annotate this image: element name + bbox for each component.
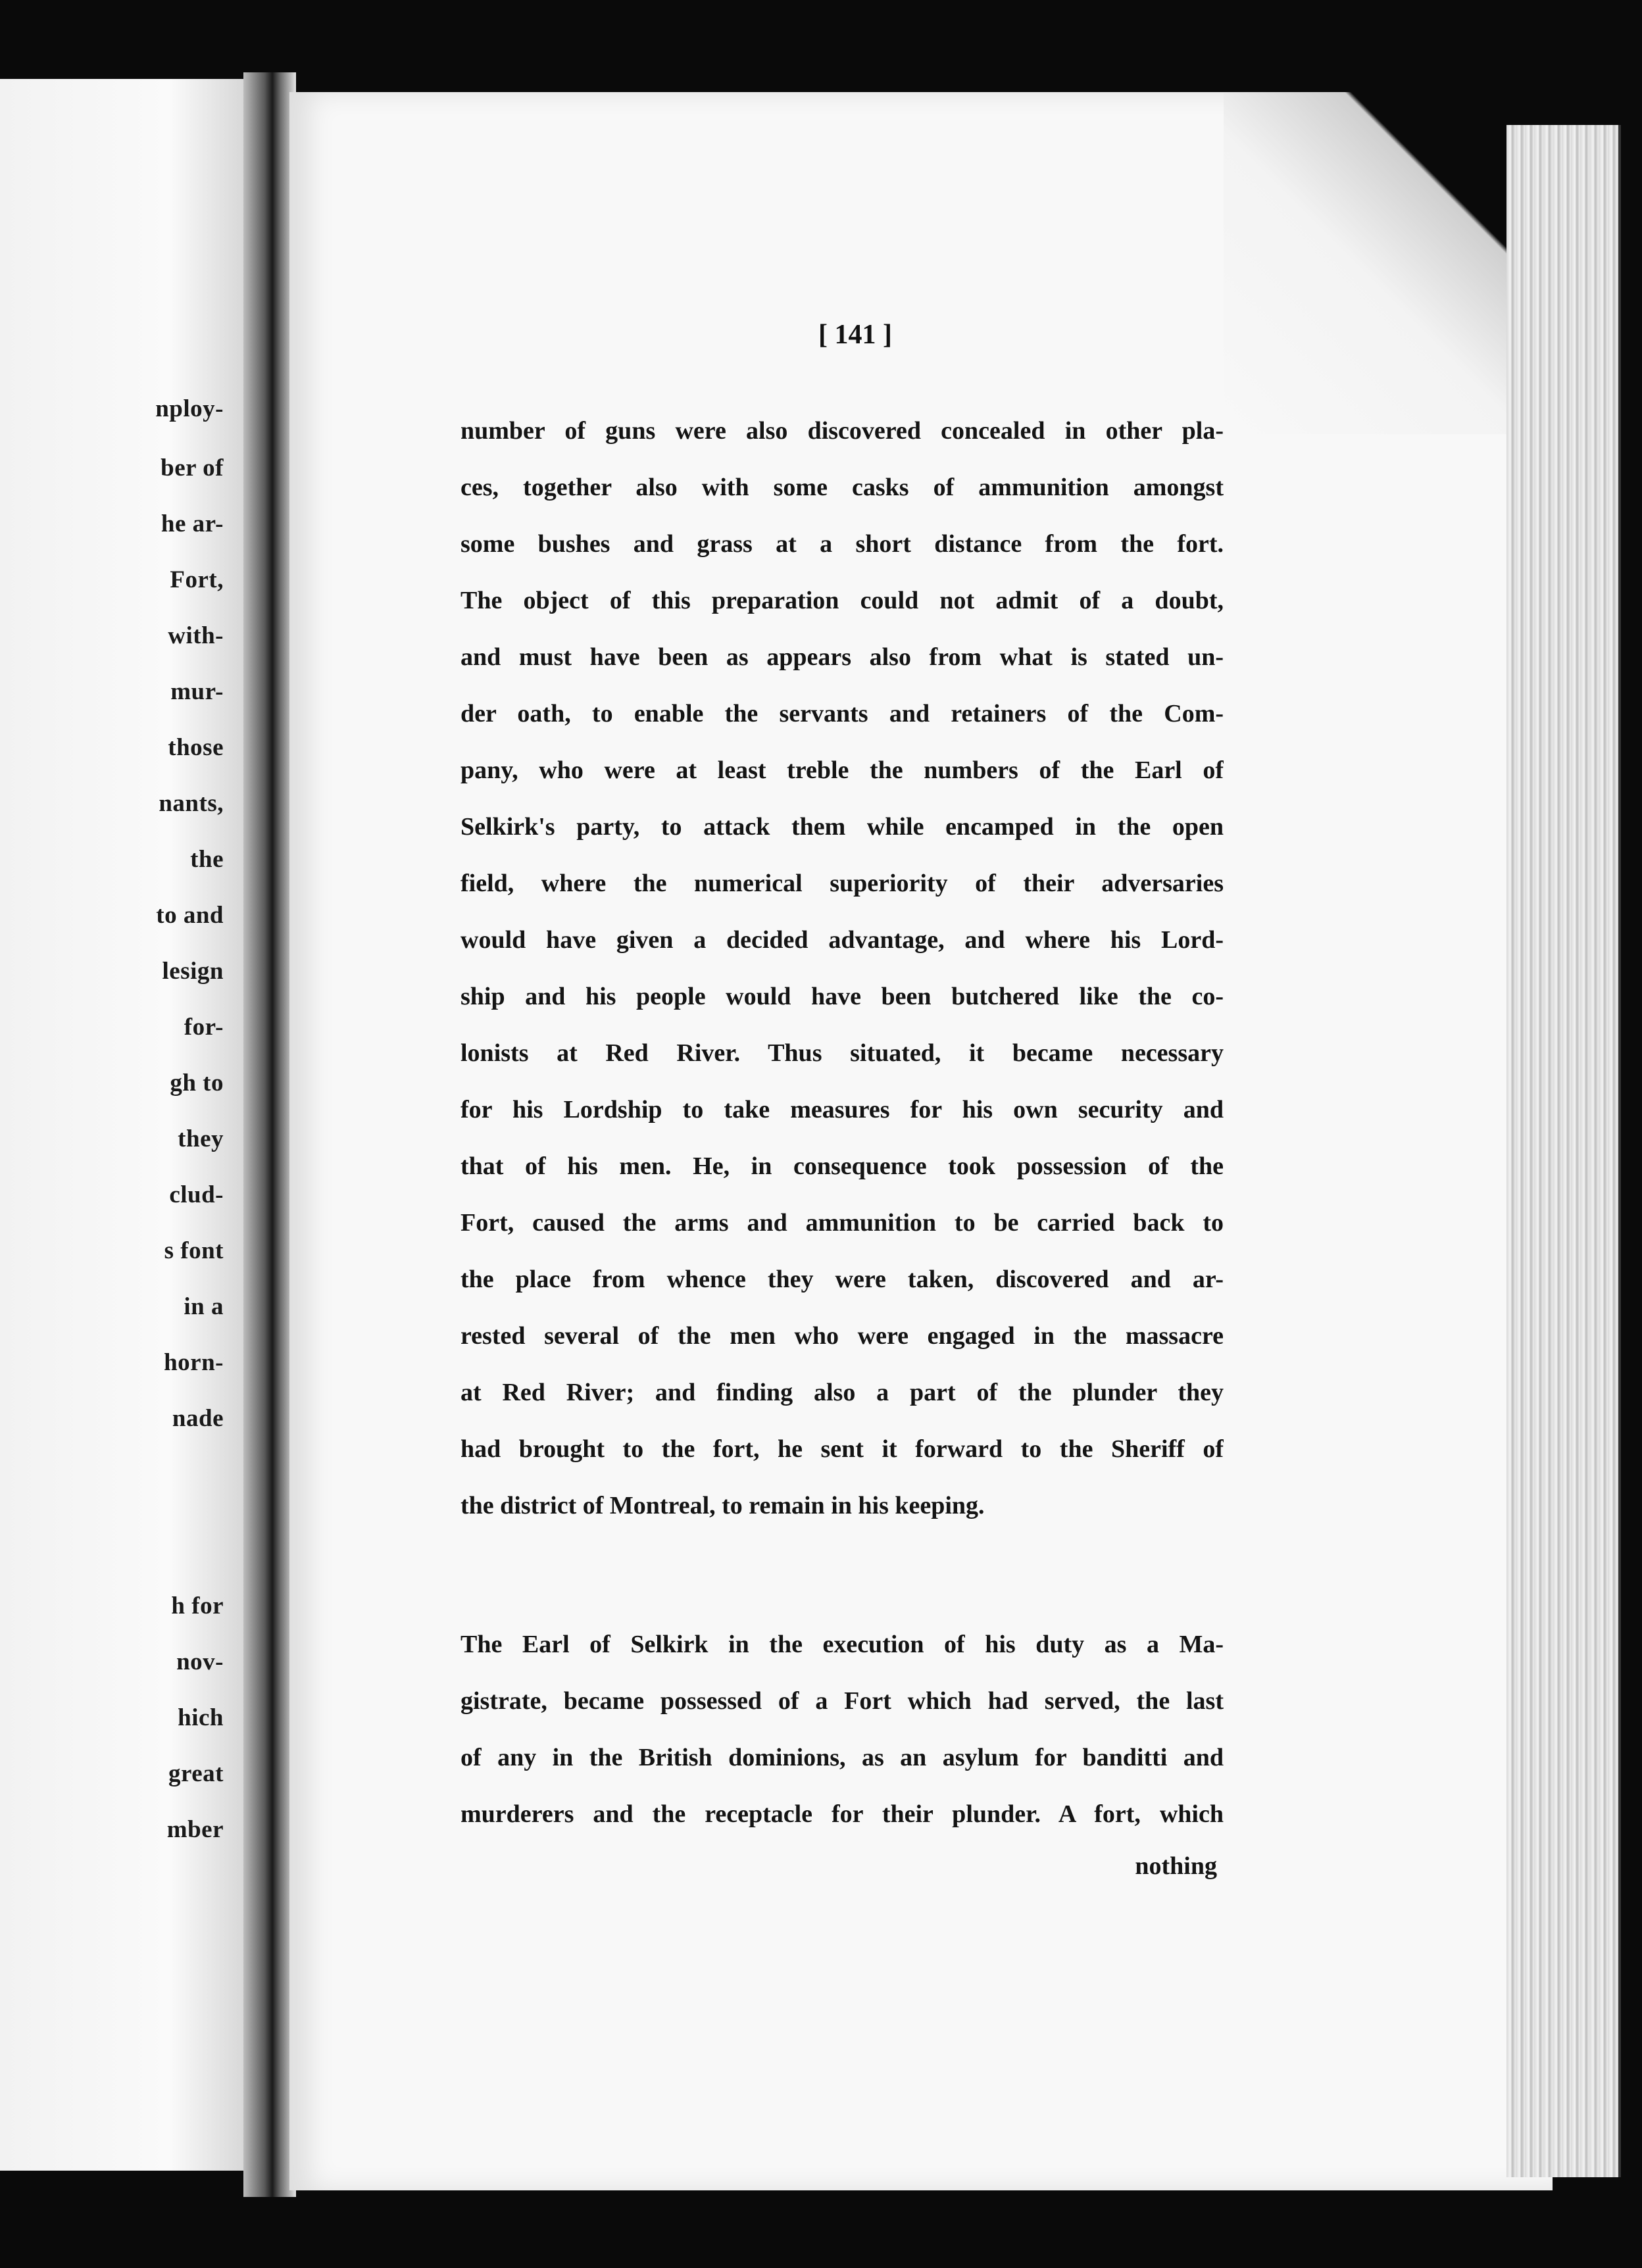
left-page-line: s font (164, 1237, 224, 1264)
left-page-line: the (190, 846, 224, 873)
left-page-line: lesign (162, 958, 224, 985)
paragraph-1 (460, 403, 1224, 1534)
left-page-line: nov- (176, 1648, 224, 1675)
page-number: [ 141 ] (818, 320, 892, 350)
text-line: der oath, to enable the servants and retainers of the Com- (460, 700, 1224, 727)
left-page-line: he ar- (161, 510, 224, 537)
left-page-line: mber (166, 1816, 224, 1843)
left-page-line: horn- (164, 1349, 224, 1376)
text-line: rested several of the men who were engaged in the massacre (460, 1322, 1224, 1350)
folded-page-corner (1224, 92, 1553, 434)
text-line: for his Lordship to take measures for his own security and (460, 1096, 1224, 1123)
text-line: The Earl of Selkirk in the execution of his duty as a Ma- (460, 1631, 1224, 1658)
page-edges (1506, 125, 1621, 2177)
text-line: number of guns were also discovered concealed in other pla- (460, 417, 1224, 445)
text-line: the place from whence they were taken, discovered and ar- (460, 1266, 1224, 1293)
text-line: pany, who were at least treble the numbers of the Earl of (460, 756, 1224, 784)
left-page-line: hich (178, 1704, 224, 1731)
text-line: murderers and the receptacle for their plunder. A fort, which (460, 1800, 1224, 1828)
text-line: had brought to the fort, he sent it forward to the Sheriff of (460, 1435, 1224, 1463)
left-page-line: nants, (159, 790, 224, 817)
paragraph-2 (460, 1616, 1224, 1842)
text-line: that of his men. He, in consequence took possession of the (460, 1152, 1224, 1180)
left-page-line: Fort, (170, 566, 224, 593)
body-text (460, 403, 1224, 1842)
book-gutter (243, 72, 296, 2197)
text-line: the district of Montreal, to remain in his keeping. (460, 1492, 985, 1519)
left-page-line: nade (172, 1405, 224, 1432)
catchword: nothing (1135, 1852, 1217, 1880)
text-line: ces, together also with some casks of ammunition amongst (460, 474, 1224, 501)
left-page-line: with- (168, 622, 224, 649)
text-line: at Red River; and finding also a part of the plunder they (460, 1379, 1224, 1406)
text-line: would have given a decided advantage, and where his Lord- (460, 926, 1224, 954)
text-line: Selkirk's party, to attack them while encamped in the open (460, 813, 1224, 841)
text-line: Fort, caused the arms and ammunition to be carried back to (460, 1209, 1224, 1237)
left-page-line: mur- (170, 678, 224, 705)
text-line: some bushes and grass at a short distance from the fort. (460, 530, 1224, 558)
left-page-line: they (178, 1125, 224, 1152)
left-page-line: h for (171, 1592, 224, 1619)
left-facing-page (0, 79, 243, 2171)
left-page-line: nploy- (155, 395, 224, 422)
left-page-line: gh to (170, 1070, 224, 1097)
left-page-line: to and (156, 902, 224, 929)
text-line: The object of this preparation could not admit of a doubt, (460, 587, 1224, 614)
text-line: of any in the British dominions, as an asylum for banditti and (460, 1744, 1224, 1771)
left-page-line: in a (184, 1293, 224, 1320)
left-page-line: ber of (161, 455, 224, 481)
text-line: gistrate, became possessed of a Fort which had served, the last (460, 1687, 1224, 1715)
left-page-line: clud- (169, 1181, 224, 1208)
text-line: and must have been as appears also from what is stated un- (460, 643, 1224, 671)
left-page-line: for- (184, 1014, 224, 1041)
left-page-line: those (168, 734, 224, 761)
text-line: field, where the numerical superiority of their adversaries (460, 870, 1224, 897)
text-line: ship and his people would have been butchered like the co- (460, 983, 1224, 1010)
left-page-line: great (168, 1760, 224, 1787)
text-line: lonists at Red River. Thus situated, it became necessary (460, 1039, 1224, 1067)
